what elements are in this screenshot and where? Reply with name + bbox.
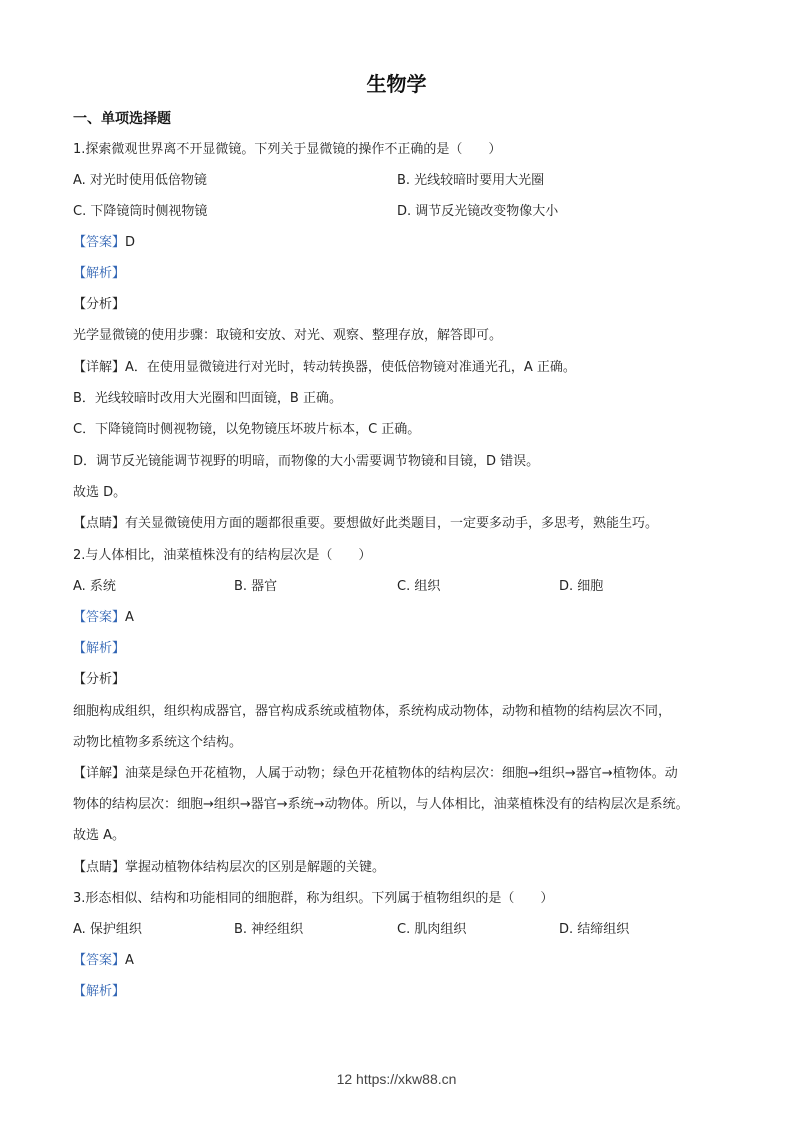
q2-detail-line-2: 物体的结构层次：细胞→组织→器官→系统→动物体。所以，与人体相比，油菜植株没有的结构层次是系统。 <box>73 797 689 812</box>
q1-option-a: A. 对光时使用低倍物镜 <box>73 173 207 188</box>
answer-label: 【答案】 <box>73 235 126 250</box>
q2-option-c: C. 组织 <box>397 579 441 594</box>
q2-stem: 2.与人体相比，油菜植株没有的结构层次是（ ） <box>73 548 372 563</box>
q2-fenxi-line-1: 细胞构成组织，组织构成器官，器官构成系统或植物体，系统构成动物体，动物和植物的结构层次不同， <box>73 704 672 719</box>
q1-option-d: D. 调节反光镜改变物像大小 <box>397 204 559 219</box>
dianjing-label: 【点睛】 <box>73 516 126 531</box>
q1-stem: 1.探索微观世界离不开显微镜。下列关于显微镜的操作不正确的是（ ） <box>73 142 502 157</box>
page-footer: 12 https://xkw88.cn <box>336 1071 457 1087</box>
q2-answer-line <box>73 609 134 627</box>
q2-conclusion: 故选 A。 <box>73 828 126 843</box>
q3-analysis-label: 【解析】 <box>73 984 126 999</box>
q2-option-b: B. 器官 <box>234 579 278 594</box>
q2-detail-line-1 <box>73 765 678 783</box>
q3-answer: A <box>125 953 134 968</box>
q1-detail-line-1 <box>73 359 576 377</box>
dianjing-label: 【点睛】 <box>73 860 126 875</box>
q1-detail-line-3: C．下降镜筒时侧视物镜，以免物镜压坏玻片标本，C 正确。 <box>73 422 421 437</box>
q1-detail-line-4: D．调节反光镜能调节视野的明暗，而物像的大小需要调节物镜和目镜，D 错误。 <box>73 454 540 469</box>
q1-detail-line-2: B．光线较暗时改用大光圈和凹面镜，B 正确。 <box>73 391 342 406</box>
q2-option-d: D. 细胞 <box>559 579 604 594</box>
q1-fenxi-label: 【分析】 <box>73 297 126 312</box>
page-title: 生物学 <box>366 72 427 96</box>
q3-option-b: B. 神经组织 <box>234 922 304 937</box>
section-heading: 一、单项选择题 <box>73 111 171 127</box>
q2-option-a: A. 系统 <box>73 579 116 594</box>
q1-answer-line <box>73 234 135 252</box>
q1-dianjing-line <box>73 515 658 533</box>
q1-detail-text-1: A．在使用显微镜进行对光时，转动转换器，使低倍物镜对准通光孔，A 正确。 <box>125 360 576 375</box>
q1-answer: D <box>125 235 136 250</box>
q3-option-d: D. 结缔组织 <box>559 922 630 937</box>
detail-label: 【详解】 <box>73 766 126 781</box>
q2-detail-text-1: 油菜是绿色开花植物，人属于动物；绿色开花植物体的结构层次：细胞→组织→器官→植物体。动 <box>125 766 678 781</box>
q2-fenxi-label: 【分析】 <box>73 672 126 687</box>
detail-label: 【详解】 <box>73 360 126 375</box>
q3-stem: 3.形态相似、结构和功能相同的细胞群，称为组织。下列属于植物组织的是（ ） <box>73 891 554 906</box>
q1-analysis-label: 【解析】 <box>73 266 126 281</box>
q3-answer-line <box>73 952 134 970</box>
q2-analysis-label: 【解析】 <box>73 641 126 656</box>
q2-dianjing-text: 掌握动植物体结构层次的区别是解题的关键。 <box>125 860 386 875</box>
q3-option-a: A. 保护组织 <box>73 922 142 937</box>
answer-label: 【答案】 <box>73 610 126 625</box>
q2-answer: A <box>125 610 134 625</box>
q1-conclusion: 故选 D。 <box>73 485 127 500</box>
q1-option-b: B. 光线较暗时要用大光圈 <box>397 173 545 188</box>
q1-option-c: C. 下降镜筒时侧视物镜 <box>73 204 208 219</box>
q3-option-c: C. 肌肉组织 <box>397 922 467 937</box>
q2-fenxi-line-2: 动物比植物多系统这个结构。 <box>73 735 243 750</box>
q1-dianjing-text: 有关显微镜使用方面的题都很重要。要想做好此类题目，一定要多动手，多思考，熟能生巧。 <box>125 516 659 531</box>
answer-label: 【答案】 <box>73 953 126 968</box>
q2-dianjing-line <box>73 859 385 877</box>
q1-fenxi-text: 光学显微镜的使用步骤：取镜和安放、对光、观察、整理存放，解答即可。 <box>73 328 503 343</box>
